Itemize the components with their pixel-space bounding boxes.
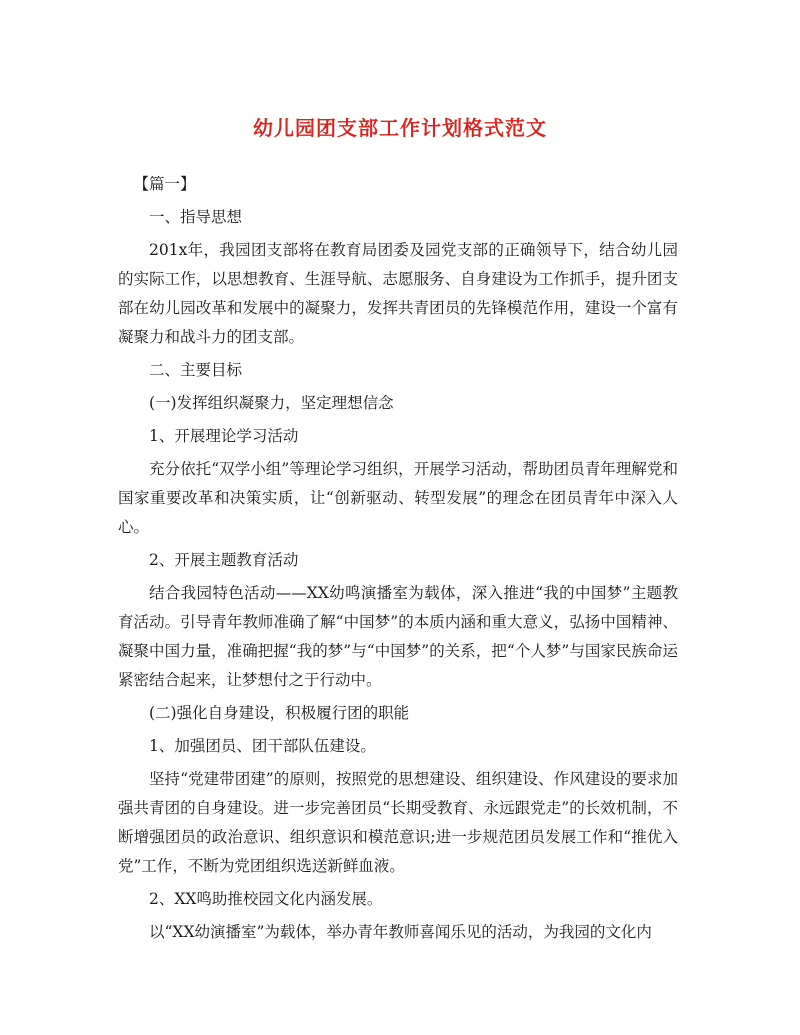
- subheading: (二)强化自身建设，积极履行团的职能: [149, 704, 410, 722]
- item-heading: 2、开展主题教育活动: [149, 551, 299, 569]
- document-title: 幼儿园团支部工作计划格式范文: [253, 116, 547, 140]
- section-heading: 【篇一】: [133, 175, 196, 193]
- paragraph: 充分依托“双学小组”等理论学习组织，开展学习活动，帮助团员青年理解党和国家重要改革和决策实质，让“创新驱动、转型发展”的理念在团员青年中深入人心。: [118, 460, 678, 536]
- item-heading: 1、开展理论学习活动: [149, 427, 299, 445]
- paragraph: 结合我园特色活动——XX幼鸣演播室为载体，深入推进“我的中国梦”主题教育活动。引导青年教师准确了解“中国梦”的本质内涵和重大意义，弘扬中国精神、凝聚中国力量，准确把握“我的梦”与“中国梦”的关系，把“个人梦”与国家民族命运紧密结合起来，让梦想付之于行动中。: [118, 584, 678, 689]
- item-heading: 2、XX鸣助推校园文化内涵发展。: [149, 890, 383, 908]
- document-body: [118, 170, 678, 951]
- heading-main-goals: 二、主要目标: [149, 361, 243, 379]
- paragraph: 坚持“党建带团建”的原则，按照党的思想建设、组织建设、作风建设的要求加强共青团的自身建设。进一步完善团员“长期受教育、永远跟党走”的长效机制，不断增强团员的政治意识、组织意识和模范意识;进一步规范团员发展工作和“推优入党”工作，不断为党团组织选送新鲜血液。: [118, 770, 678, 875]
- paragraph: 201x年，我园团支部将在教育局团委及园党支部的正确领导下，结合幼儿园的实际工作，以思想教育、生涯导航、志愿服务、自身建设为工作抓手，提升团支部在幼儿园改革和发展中的凝聚力，发挥共青团员的先锋模范作用，建设一个富有凝聚力和战斗力的团支部。: [118, 241, 678, 346]
- paragraph: 以“XX幼演播室”为载体，举办青年教师喜闻乐见的活动，为我园的文化内: [149, 923, 652, 941]
- subheading: (一)发挥组织凝聚力，坚定理想信念: [149, 394, 394, 412]
- heading-guiding-ideology: 一、指导思想: [149, 208, 243, 226]
- item-heading: 1、加强团员、团干部队伍建设。: [149, 737, 376, 755]
